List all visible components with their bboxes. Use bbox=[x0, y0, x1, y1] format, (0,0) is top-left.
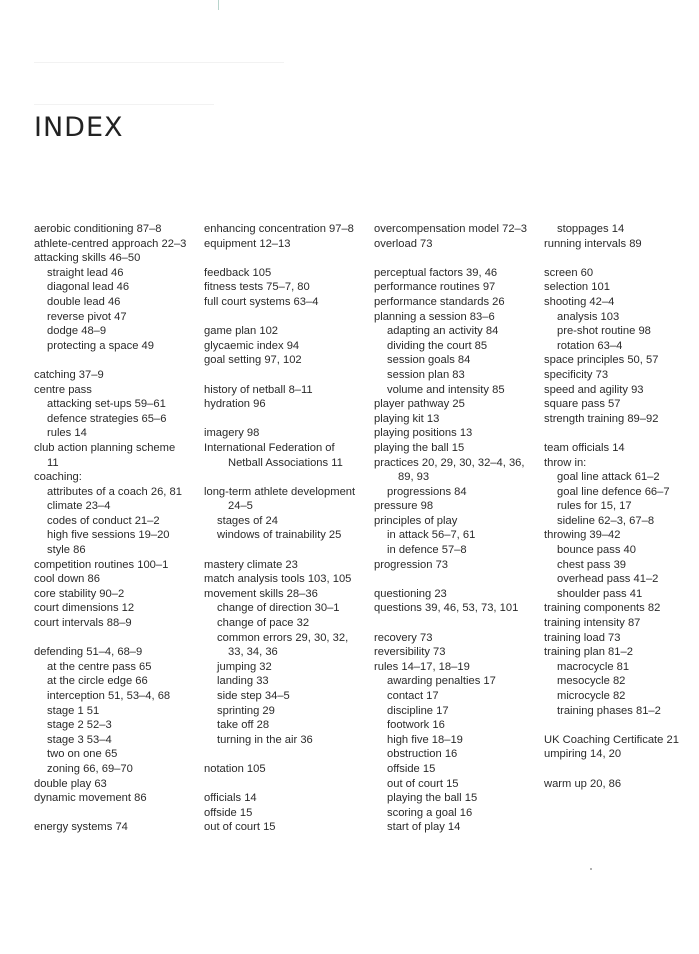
index-subentry: reverse pivot 47 bbox=[47, 310, 127, 323]
index-entry: match analysis tools 103, 105 bbox=[204, 573, 352, 586]
index-entry: competition routines 100–1 bbox=[34, 558, 169, 571]
index-subentry: landing 33 bbox=[217, 675, 269, 688]
index-subentry: diagonal lead 46 bbox=[47, 281, 130, 294]
index-entry: training intensity 87 bbox=[544, 617, 641, 630]
index-subentry: two on one 65 bbox=[47, 748, 118, 761]
index-entry: imagery 98 bbox=[204, 427, 260, 440]
index-entry: feedback 105 bbox=[204, 266, 272, 279]
index-subentry: session plan 83 bbox=[387, 368, 465, 381]
index-entry: court intervals 88–9 bbox=[34, 617, 132, 630]
index-gap bbox=[204, 251, 372, 266]
index-entry: planning a session 83–6 bbox=[374, 310, 495, 323]
index-subentry: chest pass 39 bbox=[557, 558, 627, 571]
index-gap bbox=[544, 718, 699, 733]
index-entry: coaching: bbox=[34, 471, 82, 484]
index-subentry: session goals 84 bbox=[387, 354, 471, 367]
index-gap bbox=[204, 470, 372, 485]
index-entry: long-term athlete development bbox=[204, 485, 356, 498]
index-entry: questions 39, 46, 53, 73, 101 bbox=[374, 602, 519, 615]
index-entry: training components 82 bbox=[544, 602, 661, 615]
index-entry: game plan 102 bbox=[204, 325, 279, 338]
index-subentry: double lead 46 bbox=[47, 295, 121, 308]
index-gap bbox=[544, 251, 699, 266]
index-subentry: rotation 63–4 bbox=[557, 339, 623, 352]
index-subentry: bounce pass 40 bbox=[557, 544, 636, 557]
index-subentry: awarding penalties 17 bbox=[387, 675, 496, 688]
index-entry: core stability 90–2 bbox=[34, 587, 125, 600]
show-through-line bbox=[34, 62, 284, 63]
index-entry: practices 20, 29, 30, 32–4, 36, bbox=[374, 456, 525, 469]
index-subentry: straight lead 46 bbox=[47, 266, 124, 279]
index-subentry: in defence 57–8 bbox=[387, 544, 467, 557]
index-subentry: take off 28 bbox=[217, 719, 270, 732]
index-subentry: sideline 62–3, 67–8 bbox=[557, 514, 655, 527]
index-entry: dynamic movement 86 bbox=[34, 792, 147, 805]
index-entry: equipment 12–13 bbox=[204, 237, 291, 250]
index-subentry: turning in the air 36 bbox=[217, 733, 313, 746]
index-entry: playing kit 13 bbox=[374, 412, 440, 425]
index-gap bbox=[374, 572, 542, 587]
index-subentry: defence strategies 65–6 bbox=[47, 412, 167, 425]
index-entry: aerobic conditioning 87–8 bbox=[34, 223, 162, 235]
index-entry: recovery 73 bbox=[374, 631, 433, 644]
index-entry: cool down 86 bbox=[34, 573, 100, 586]
index-entry-continuation: Netball Associations 11 bbox=[228, 456, 343, 469]
index-entry: defending 51–4, 68–9 bbox=[34, 646, 143, 659]
index-entry: overload 73 bbox=[374, 237, 433, 250]
index-subentry: high five sessions 19–20 bbox=[47, 529, 170, 542]
index-subentry: change of direction 30–1 bbox=[217, 602, 340, 615]
index-entry: movement skills 28–36 bbox=[204, 587, 318, 600]
index-entry: UK Coaching Certificate 21 bbox=[544, 733, 679, 746]
index-subentry: out of court 15 bbox=[387, 777, 459, 790]
index-subentry: sprinting 29 bbox=[217, 704, 275, 717]
index-subentry: stages of 24 bbox=[217, 514, 278, 527]
index-entry: reversibility 73 bbox=[374, 646, 446, 659]
index-entry: throwing 39–42 bbox=[544, 529, 621, 542]
index-gap bbox=[34, 631, 202, 646]
index-subentry: playing the ball 15 bbox=[387, 792, 478, 805]
index-subentry: dividing the court 85 bbox=[387, 339, 488, 352]
index-entry: training load 73 bbox=[544, 631, 621, 644]
index-entry: athlete-centred approach 22–3 bbox=[34, 237, 187, 250]
index-subentry: goal line defence 66–7 bbox=[557, 485, 670, 498]
index-subentry: attacking set-ups 59–61 bbox=[47, 398, 166, 411]
index-entry-continuation: 24–5 bbox=[228, 500, 253, 513]
index-entry: hydration 96 bbox=[204, 398, 266, 411]
index-subentry: high five 18–19 bbox=[387, 733, 463, 746]
index-subentry: start of play 14 bbox=[387, 821, 461, 834]
index-entry: progression 73 bbox=[374, 558, 449, 571]
index-column-1 bbox=[34, 222, 202, 835]
index-entry-continuation: 33, 34, 36 bbox=[228, 646, 278, 659]
index-subentry: progressions 84 bbox=[387, 485, 467, 498]
index-gap bbox=[204, 310, 372, 325]
index-entry: specificity 73 bbox=[544, 368, 609, 381]
index-subentry: discipline 17 bbox=[387, 704, 449, 717]
crop-mark bbox=[218, 0, 219, 10]
index-subentry: jumping 32 bbox=[217, 660, 272, 673]
index-subentry: pre-shot routine 98 bbox=[557, 325, 651, 338]
index-entry: space principles 50, 57 bbox=[544, 354, 659, 367]
page-title: INDEX bbox=[34, 112, 124, 143]
index-subentry: common errors 29, 30, 32, bbox=[217, 631, 349, 644]
index-entry: pressure 98 bbox=[374, 500, 434, 513]
index-entry: team officials 14 bbox=[544, 441, 625, 454]
index-subentry: goal line attack 61–2 bbox=[557, 471, 660, 484]
index-entry: offside 15 bbox=[204, 806, 253, 819]
index-subentry: in attack 56–7, 61 bbox=[387, 529, 476, 542]
index-subentry: rules for 15, 17 bbox=[557, 500, 632, 513]
index-gap bbox=[544, 762, 699, 777]
index-entry-continuation: 11 bbox=[47, 456, 59, 469]
index-entry: questioning 23 bbox=[374, 587, 447, 600]
index-entry: fitness tests 75–7, 80 bbox=[204, 281, 310, 294]
index-entry: playing the ball 15 bbox=[374, 441, 465, 454]
index-subentry: protecting a space 49 bbox=[47, 339, 154, 352]
index-subentry: at the centre pass 65 bbox=[47, 660, 152, 673]
index-entry: history of netball 8–11 bbox=[204, 383, 313, 396]
index-entry: notation 105 bbox=[204, 762, 266, 775]
index-entry: warm up 20, 86 bbox=[544, 777, 622, 790]
index-entry: speed and agility 93 bbox=[544, 383, 644, 396]
index-gap bbox=[204, 777, 372, 792]
index-subentry: zoning 66, 69–70 bbox=[47, 762, 133, 775]
index-entry: playing positions 13 bbox=[374, 427, 473, 440]
index-subentry: analysis 103 bbox=[557, 310, 620, 323]
index-entry: overcompensation model 72–3 bbox=[374, 223, 527, 235]
index-entry: player pathway 25 bbox=[374, 398, 465, 411]
index-entry: court dimensions 12 bbox=[34, 602, 135, 615]
index-entry: catching 37–9 bbox=[34, 368, 104, 381]
index-entry: full court systems 63–4 bbox=[204, 295, 319, 308]
index-entry: strength training 89–92 bbox=[544, 412, 659, 425]
index-subentry: obstruction 16 bbox=[387, 748, 458, 761]
index-subentry: style 86 bbox=[47, 544, 86, 557]
index-entry: glycaemic index 94 bbox=[204, 339, 300, 352]
index-entry: screen 60 bbox=[544, 266, 594, 279]
index-subentry: side step 34–5 bbox=[217, 690, 290, 702]
index-subentry: volume and intensity 85 bbox=[387, 383, 505, 396]
index-entry: double play 63 bbox=[34, 777, 107, 790]
index-subentry: codes of conduct 21–2 bbox=[47, 514, 160, 527]
index-gap bbox=[204, 747, 372, 762]
index-entry: principles of play bbox=[374, 514, 458, 527]
index-subentry: footwork 16 bbox=[387, 719, 445, 732]
index-gap bbox=[34, 353, 202, 368]
index-entry: performance routines 97 bbox=[374, 281, 496, 294]
index-subentry: rules 14 bbox=[47, 427, 87, 440]
index-entry: perceptual factors 39, 46 bbox=[374, 266, 498, 279]
index-entry: officials 14 bbox=[204, 792, 257, 805]
index-subentry: change of pace 32 bbox=[217, 617, 310, 630]
index-entry: club action planning scheme bbox=[34, 441, 176, 454]
index-column-4 bbox=[544, 222, 699, 791]
index-subentry: overhead pass 41–2 bbox=[557, 573, 659, 586]
page-speck bbox=[590, 868, 592, 870]
index-entry: energy systems 74 bbox=[34, 821, 128, 834]
index-subentry: macrocycle 81 bbox=[557, 660, 630, 673]
index-gap bbox=[544, 426, 699, 441]
index-entry: attacking skills 46–50 bbox=[34, 252, 141, 265]
index-gap bbox=[374, 616, 542, 631]
index-subentry: interception 51, 53–4, 68 bbox=[47, 690, 171, 702]
index-entry: selection 101 bbox=[544, 281, 610, 294]
index-gap bbox=[204, 412, 372, 427]
index-entry-continuation: 89, 93 bbox=[398, 471, 430, 484]
index-gap bbox=[204, 368, 372, 383]
index-entry: running intervals 89 bbox=[544, 237, 642, 250]
index-entry: training plan 81–2 bbox=[544, 646, 633, 659]
index-subentry: contact 17 bbox=[387, 690, 439, 702]
index-subentry: stoppages 14 bbox=[557, 223, 625, 235]
index-entry: out of court 15 bbox=[204, 821, 276, 834]
index-subentry: windows of trainability 25 bbox=[217, 529, 342, 542]
index-entry: shooting 42–4 bbox=[544, 295, 615, 308]
index-subentry: offside 15 bbox=[387, 762, 436, 775]
index-subentry: training phases 81–2 bbox=[557, 704, 661, 717]
index-entry: centre pass bbox=[34, 383, 92, 396]
index-entry: square pass 57 bbox=[544, 398, 621, 411]
index-entry: throw in: bbox=[544, 456, 587, 469]
index-entry: performance standards 26 bbox=[374, 295, 505, 308]
index-gap bbox=[204, 543, 372, 558]
index-entry: umpiring 14, 20 bbox=[544, 748, 622, 761]
index-entry: International Federation of bbox=[204, 441, 335, 454]
index-column-2 bbox=[204, 222, 372, 835]
index-subentry: shoulder pass 41 bbox=[557, 587, 643, 600]
index-subentry: microcycle 82 bbox=[557, 690, 626, 702]
index-entry: enhancing concentration 97–8 bbox=[204, 223, 354, 235]
index-subentry: climate 23–4 bbox=[47, 500, 111, 513]
index-entry: goal setting 97, 102 bbox=[204, 354, 302, 367]
index-column-3 bbox=[374, 222, 542, 835]
index-subentry: stage 1 51 bbox=[47, 704, 100, 717]
index-entry: mastery climate 23 bbox=[204, 558, 298, 571]
index-subentry: mesocycle 82 bbox=[557, 675, 626, 688]
index-subentry: adapting an activity 84 bbox=[387, 325, 499, 338]
index-subentry: at the circle edge 66 bbox=[47, 675, 148, 688]
index-gap bbox=[374, 251, 542, 266]
index-subentry: dodge 48–9 bbox=[47, 325, 107, 338]
index-entry: rules 14–17, 18–19 bbox=[374, 660, 470, 673]
index-subentry: attributes of a coach 26, 81 bbox=[47, 485, 182, 498]
show-through-line bbox=[34, 104, 214, 105]
index-gap bbox=[34, 806, 202, 821]
index-subentry: scoring a goal 16 bbox=[387, 806, 473, 819]
index-subentry: stage 2 52–3 bbox=[47, 719, 112, 732]
index-subentry: stage 3 53–4 bbox=[47, 733, 112, 746]
